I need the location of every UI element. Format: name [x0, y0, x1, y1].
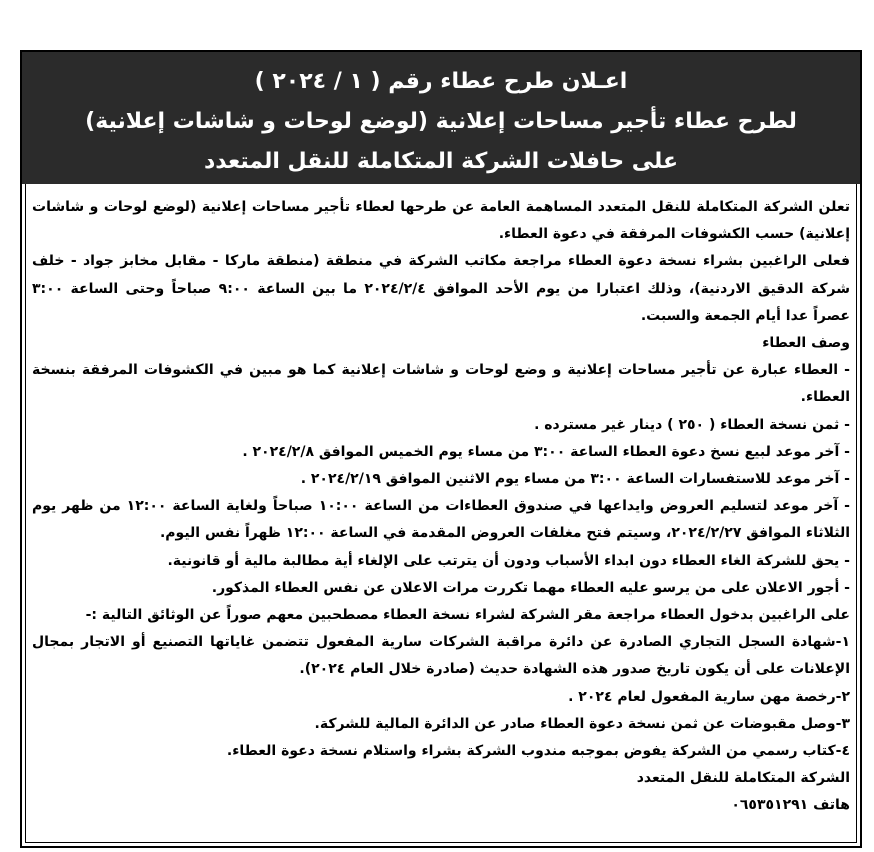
bullet-item: - يحق للشركة الغاء العطاء دون ابداء الأسباب ودون أن يترتب على الإلغاء أية مطالبة مالية أو قانونية. — [167, 552, 850, 569]
document-item: ٢-رخصة مهن سارية المفعول لعام ٢٠٢٤ . — [568, 688, 850, 705]
document-item: ١-شهادة السجل التجاري الصادرة عن دائرة مراقبة الشركات سارية المفعول تتضمن غاياتها التصنيع أو الاتجار بمجال الإعلانات على أن يكون تاريخ صدور هذه الشهادة حديث (صادرة خلال العام ٢٠٢٤). — [32, 634, 850, 678]
bullet-item: - ثمن نسخة العطاء ( ٢٥٠ ) دينار غير مسترده . — [534, 416, 850, 433]
header-company-line: على حافلات الشركة المتكاملة للنقل المتعدد — [203, 149, 679, 174]
company-signature: الشركة المتكاملة للنقل المتعدد — [636, 770, 850, 787]
header-title: اعـلان طرح عطاء رقم ( ١ / ٢٠٢٤ ) — [254, 69, 628, 94]
phone-number: هاتف ٠٦٥٣٥١٢٩١ — [731, 797, 850, 814]
bullet-item: - آخر موعد للاستفسارات الساعة ٣:٠٠ من مساء يوم الاثنين الموافق ٢٠٢٤/٢/١٩ . — [300, 471, 850, 488]
document-item: ٤-كتاب رسمي من الشركة يفوض بموجبه مندوب الشركة بشراء واستلام نسخة دعوة العطاء. — [226, 743, 850, 760]
bullet-item: - العطاء عبارة عن تأجير مساحات إعلانية و وضع لوحات و شاشات إعلانية كما هو مبين في الكشوفات المرفقة بنسخة العطاء. — [32, 362, 850, 406]
tender-announcement — [20, 50, 862, 848]
intro-paragraph: تعلن الشركة المتكاملة للنقل المتعدد المساهمة العامة عن طرحها لعطاء تأجير مساحات إعلانية (لوضع لوحات و شاشات إعلانية) حسب الكشوفات المرفقة في دعوة العطاء. — [32, 199, 850, 243]
announcement-body — [32, 194, 850, 838]
announcement-header — [22, 52, 860, 184]
bullet-item: - أجور الاعلان على من يرسو عليه العطاء مهما تكررت مرات الاعلان عن نفس العطاء المذكور. — [211, 579, 850, 596]
bullet-item: - آخر موعد لتسليم العروض وايداعها في صندوق العطاءات من الساعة ١٠:٠٠ صباحاً ولغاية الساعة ١٢:٠٠ من ظهر يوم الثلاثاء الموافق ٢٠٢٤/٢/٢٧، وسيتم فتح مغلفات العروض المقدمة في الساعة ١٢:٠٠ ظهراً نفس اليوم. — [32, 498, 850, 542]
description-heading: وصف العطاء — [762, 335, 850, 352]
purchase-paragraph: فعلى الراغبين بشراء نسخة دعوة العطاء مراجعة مكاتب الشركة في منطقة (منطقة ماركا - مقابل مخابز جواد - خلف شركة الدقيق الاردنية)، وذلك اعتبارا من يوم الأحد الموافق ٢٠٢٤/٢/٤ ما بين الساعة ٩:٠٠ صباحاً وحتى الساعة ٣:٠٠ عصراً عدا أيام الجمعة والسبت. — [32, 253, 850, 324]
bullet-item: - آخر موعد لبيع نسخ دعوة العطاء الساعة ٣:٠٠ من مساء يوم الخميس الموافق ٢٠٢٤/٢/٨ . — [242, 443, 850, 460]
documents-intro: على الراغبين بدخول العطاء مراجعة مقر الشركة لشراء نسخة العطاء مصطحبين معهم صوراً عن الوثائق التالية :- — [85, 607, 850, 624]
header-subtitle: لطرح عطاء تأجير مساحات إعلانية (لوضع لوحات و شاشات إعلانية) — [85, 109, 797, 134]
document-item: ٣-وصل مقبوضات عن ثمن نسخة دعوة العطاء صادر عن الدائرة المالية للشركة. — [314, 715, 850, 732]
